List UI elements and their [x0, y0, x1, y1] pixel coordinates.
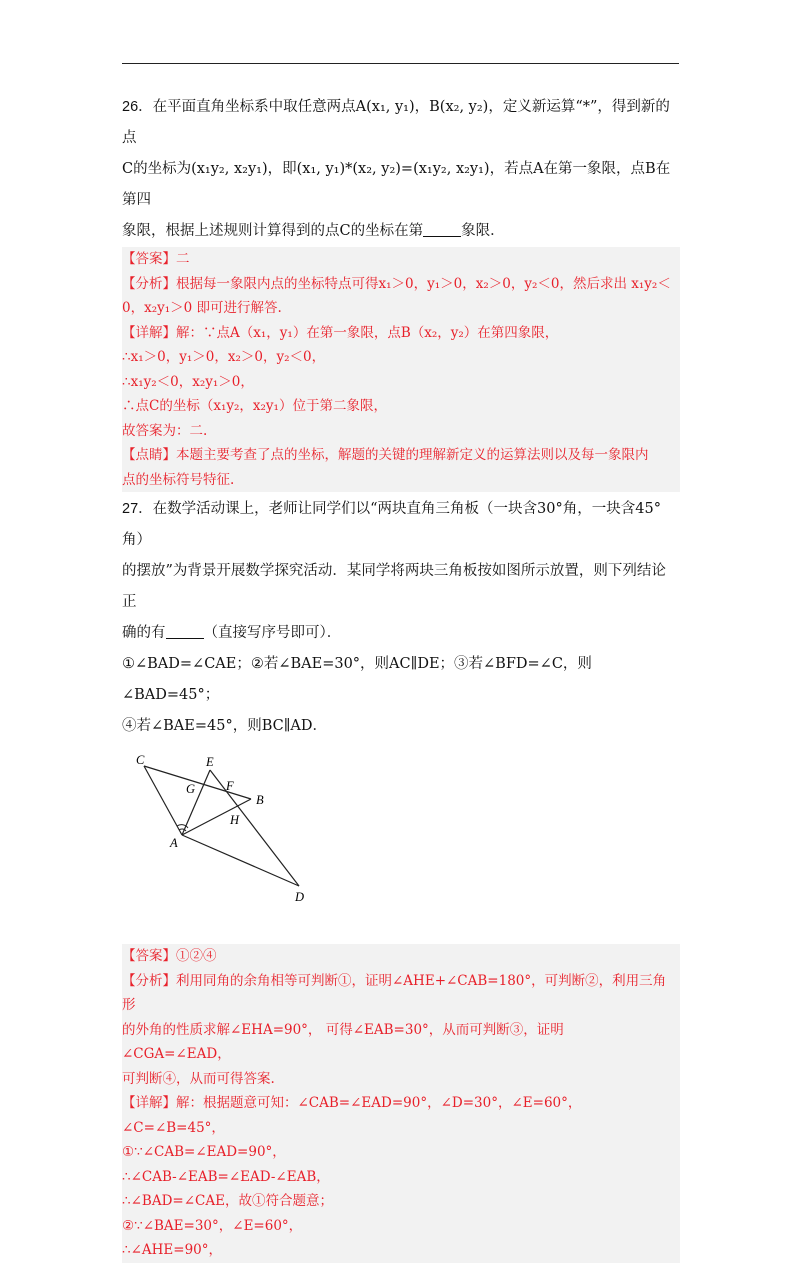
- q27-line1: [122, 494, 680, 556]
- q26-line3: [122, 216, 680, 247]
- q26-detail-4: ∴点C的坐标（x₁y₂，x₂y₁）位于第二象限，: [122, 398, 387, 414]
- analysis-text: 利用同角的余角相等可判断①，证明∠AHE+∠CAB=180°，可判断②，利用三角形: [122, 972, 667, 1013]
- answer-tag: 【答案】: [122, 948, 176, 964]
- label-b: B: [256, 793, 264, 807]
- label-e: E: [206, 755, 214, 769]
- segment-ed: [210, 770, 299, 886]
- q27-answer: [122, 944, 676, 969]
- q26-line2: C的坐标为(x₁y₂, x₂y₁)，即(x₁, y₁)*(x₂, y₂)=(x₁y₂, x₂y₁)，若点A在第一象限，点B在第四: [122, 161, 671, 208]
- label-f: F: [226, 779, 234, 793]
- q27-text-3b: （直接写序号即可）．: [203, 625, 342, 641]
- q27-text-3a: 确的有: [122, 625, 166, 641]
- q27-detail-2: ①∵∠CAB=∠EAD=90°，: [122, 1144, 286, 1160]
- q27-line5: ④若∠BAE=45°，则BC∥AD．: [122, 718, 328, 734]
- q26-answer-box: [122, 247, 680, 492]
- label-c: C: [136, 753, 145, 767]
- comment-tag: 【点睛】: [122, 447, 176, 463]
- question-27: [122, 494, 680, 742]
- q26-number: 26．: [122, 99, 153, 115]
- q26-detail-5: 故答案为：二.: [122, 422, 208, 439]
- q26-comment-2: 点的坐标符号特征.: [122, 471, 235, 488]
- label-h: H: [230, 813, 240, 827]
- q27-number: 27．: [122, 501, 153, 517]
- q27-line4: ①∠BAD=∠CAE；②若∠BAE=30°，则AC∥DE；③若∠BFD=∠C，则∠BAD=45°；: [122, 656, 592, 703]
- q27-analysis-3: 可判断④，从而可得答案.: [122, 1070, 275, 1087]
- analysis-tag: 【分析】: [122, 275, 176, 292]
- geometry-diagram: [122, 748, 322, 938]
- q26-comment-1: [122, 443, 676, 468]
- q27-answer-box: [122, 944, 680, 1263]
- comment-text: 本题主要考查了点的坐标，解题的关键的理解新定义的运算法则以及每一象限内: [176, 447, 649, 463]
- q26-detail-1: [122, 321, 676, 346]
- q27-detail-1: [122, 1091, 676, 1140]
- triangle-figure: [122, 748, 680, 938]
- analysis-text: 根据每一象限内点的坐标特点可得x₁＞0，y₁＞0，x₂＞0，y₂＜0，然后求出 x₁y₂＜: [176, 275, 671, 292]
- q27-text-1: 在数学活动课上，老师让同学们以“两块直角三角板（一块含30°角，一块含45°角）: [122, 501, 661, 548]
- q27-analysis-2: 的外角的性质求解∠EHA=90°， 可得∠EAB=30°，从而可判断③，证明 ∠CGA=∠EAD，: [122, 1021, 564, 1062]
- q26-text-3b: 象限．: [461, 223, 505, 239]
- q27-analysis-1: [122, 969, 676, 1018]
- q27-detail-5: ②∵∠BAE=30°，∠E=60°，: [122, 1217, 303, 1234]
- analysis-tag: 【分析】: [122, 972, 176, 989]
- q26-text-1: 在平面直角坐标系中取任意两点A(x₁, y₁)，B(x₂, y₂)，定义新运算“*”，得到新的点: [122, 99, 670, 146]
- label-g: G: [186, 782, 196, 796]
- detail-text: 解：∵点A（x₁，y₁）在第一象限，点B（x₂，y₂）在第四象限，: [176, 324, 559, 341]
- detail-tag: 【详解】: [122, 1095, 176, 1111]
- q26-line1: [122, 92, 680, 154]
- answer-blank: [423, 222, 461, 237]
- label-a: A: [170, 836, 178, 850]
- q26-detail-3: ∴x₁y₂＜0，x₂y₁＞0，: [122, 373, 254, 390]
- q26-detail-2: ∴x₁＞0，y₁＞0，x₂＞0，y₂＜0，: [122, 349, 326, 365]
- answer-tag: 【答案】: [122, 251, 176, 267]
- answer-text: ①②④: [176, 948, 217, 964]
- q27-detail-4: ∴∠BAD=∠CAE，故①符合题意；: [122, 1193, 333, 1209]
- segment-ad: [182, 835, 299, 886]
- q27-detail-3: ∴∠CAB-∠EAB=∠EAD-∠EAB，: [122, 1168, 330, 1185]
- segment-ea: [182, 770, 210, 835]
- answer-text: 二: [176, 251, 190, 267]
- q27-line2: 的摆放”为背景开展数学探究活动．某同学将两块三角板按如图所示放置，则下列结论正: [122, 563, 666, 610]
- q26-text-3a: 象限，根据上述规则计算得到的点C的坐标在第: [122, 223, 424, 239]
- q26-answer: [122, 247, 676, 272]
- q27-detail-6: ∴∠AHE=90°，: [122, 1242, 223, 1258]
- q26-analysis-2: 0，x₂y₁＞0 即可进行解答.: [122, 300, 282, 316]
- header-rule: [122, 63, 679, 64]
- document-page: [122, 92, 680, 1263]
- detail-tag: 【详解】: [122, 324, 176, 341]
- detail-text: 解：根据题意可知：∠CAB=∠EAD=90°，∠D=30°，∠E=60°，∠C=∠B=45°，: [122, 1095, 582, 1136]
- question-26: [122, 92, 680, 247]
- answer-blank: [166, 624, 204, 639]
- segment-ab: [182, 799, 251, 835]
- q27-line3: [122, 618, 680, 649]
- label-d: D: [295, 890, 305, 904]
- q26-analysis-1: [122, 272, 676, 297]
